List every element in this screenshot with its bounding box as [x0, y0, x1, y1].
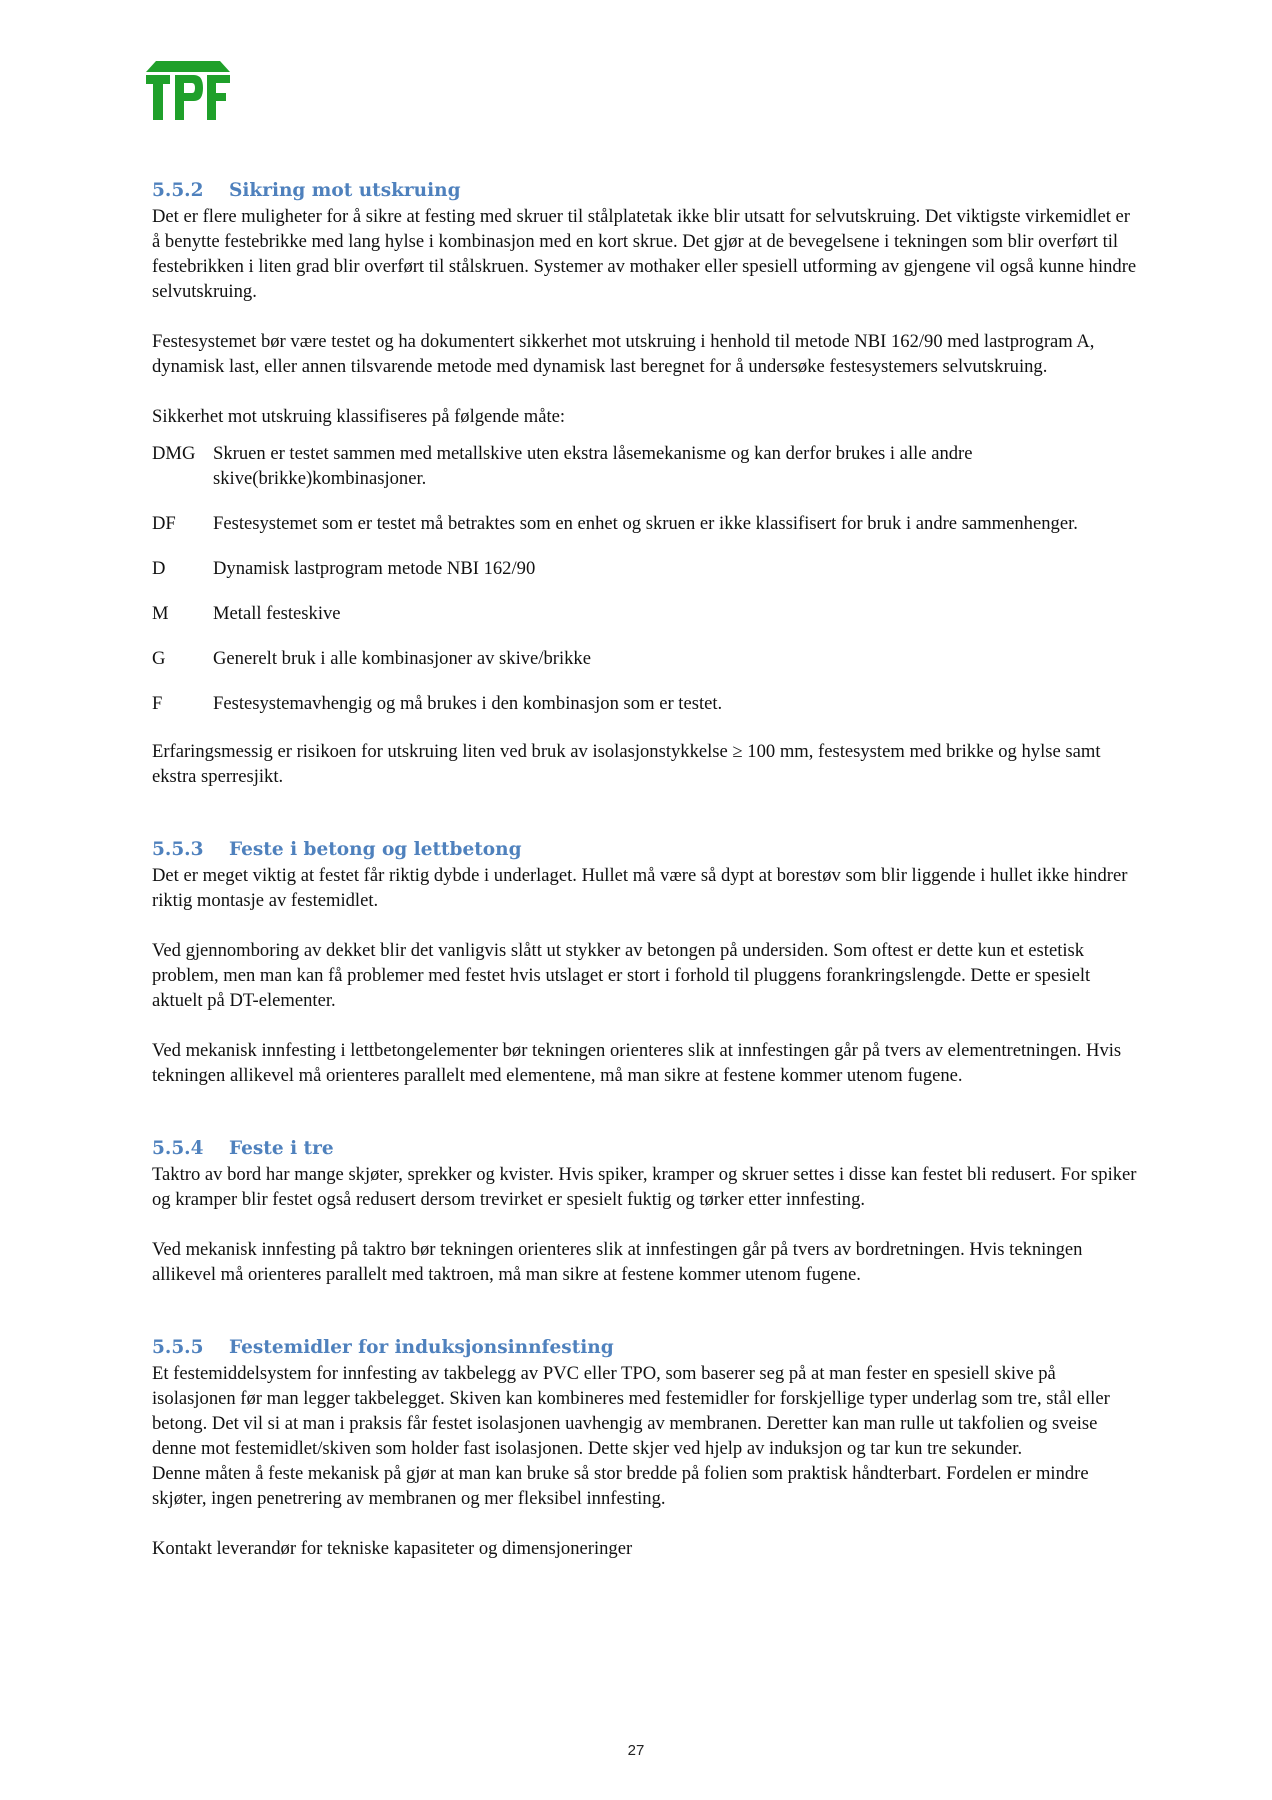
paragraph: Festesystemet bør være testet og ha dokumentert sikkerhet mot utskruing i henhold til metode NBI 162/90 med lastprogram A, dynamisk last, eller annen tilsvarende metode med dynamisk last beregnet for å undersøke festesystemers selvutskruing.: [152, 331, 1095, 377]
classification-text: Festesystemavhengig og må brukes i den kombinasjon som er testet.: [213, 693, 723, 714]
paragraph: Kontakt leverandør for tekniske kapasiteter og dimensjoneringer: [152, 1538, 633, 1559]
classification-text: Festesystemet som er testet må betraktes som en enhet og skruen er ikke klassifisert for bruk i andre sammenhenger.: [213, 513, 1078, 534]
paragraph: Det er meget viktig at festet får riktig dybde i underlaget. Hullet må være så dypt at borestøv som blir liggende i hullet ikke hindrer riktig montasje av festemidlet.: [152, 865, 1128, 911]
paragraph: Det er flere muligheter for å sikre at festing med skruer til stålplatetak ikke blir utsatt for selvutskruing. Det viktigste virkemidlet er å benytte festebrikke med lang hylse i kombinasjon med en kort skrue. Det gjør at de bevegelsene i tekningen som blir overført til festebrikken i liten grad blir overført til stålskruen. Systemer av mothaker eller spesiell utforming av gjengene vil også kunne hindre selvutskruing.: [152, 206, 1137, 302]
classification-row: [152, 556, 1137, 581]
section-number: 5.5.2: [152, 180, 204, 201]
section-title: Feste i tre: [229, 1138, 334, 1159]
paragraph: Erfaringsmessig er risikoen for utskruing liten ved bruk av isolasjonstykkelse ≥ 100 mm, festesystem med brikke og hylse samt ekstra sperresjikt.: [152, 741, 1101, 787]
classification-text: Dynamisk lastprogram metode NBI 162/90: [213, 558, 536, 579]
classification-row: [152, 441, 1137, 491]
classification-row: [152, 511, 1137, 536]
paragraph: Et festemiddelsystem for innfesting av takbelegg av PVC eller TPO, som baserer seg på at man fester en spesiell skive på isolasjonen før man legger takbelegget. Skiven kan kombineres med festemidler for forskjellige typer underlag som tre, stål eller betong. Det vil si at man i praksis får festet isolasjonen uavhengig av membranen. Deretter kan man rulle ut takfolien og sveise denne mot festemidlet/skiven som holder fast isolasjonen. Dette skjer ved hjelp av induksjon og tar kun tre sekunder.: [152, 1363, 1110, 1459]
section-title: Festemidler for induksjonsinnfesting: [229, 1337, 614, 1358]
section-heading-5-5-5: [152, 1335, 1137, 1361]
paragraph: Taktro av bord har mange skjøter, sprekker og kvister. Hvis spiker, kramper og skruer settes i disse kan festet bli redusert. For spiker og kramper blir festet også redusert dersom trevirket er spesielt fuktig og tørker etter innfesting.: [152, 1164, 1137, 1210]
classification-code: DF: [152, 513, 176, 534]
classification-text: Skruen er testet sammen med metallskive uten ekstra låsemekanisme og kan derfor brukes i alle andre skive(brikke)kombinasjoner.: [213, 443, 973, 489]
classification-text: Metall festeskive: [213, 603, 341, 624]
paragraph: Ved gjennomboring av dekket blir det vanligvis slått ut stykker av betongen på undersiden. Som oftest er dette kun et estetisk problem, men man kan få problemer med festet hvis utslaget er stort i forhold til pluggens forankringslengde. Dette er spesielt aktuelt på DT-elementer.: [152, 940, 1091, 1011]
paragraph: Ved mekanisk innfesting i lettbetongelementer bør tekningen orienteres slik at innfestingen går på tvers av elementretningen. Hvis tekningen allikevel må orienteres parallelt med elementene, må man sikre at festene kommer utenom fugene.: [152, 1040, 1122, 1086]
page-content: [152, 178, 1137, 1561]
classification-code: DMG: [152, 443, 196, 464]
paragraph: Sikkerhet mot utskruing klassifiseres på følgende måte:: [152, 406, 566, 427]
section-number: 5.5.3: [152, 839, 204, 860]
classification-text: Generelt bruk i alle kombinasjoner av skive/brikke: [213, 648, 591, 669]
classification-row: [152, 691, 1137, 716]
section-title: Feste i betong og lettbetong: [229, 839, 522, 860]
section-heading-5-5-4: [152, 1136, 1137, 1162]
tpf-logo: [144, 60, 232, 122]
classification-row: [152, 646, 1137, 671]
classification-code: M: [152, 603, 169, 624]
paragraph: Ved mekanisk innfesting på taktro bør tekningen orienteres slik at innfestingen går på tvers av bordretningen. Hvis tekningen allikevel må orienteres parallelt med taktroen, må man sikre at festene kommer utenom fugene.: [152, 1239, 1083, 1285]
classification-code: D: [152, 558, 166, 579]
section-title: Sikring mot utskruing: [229, 180, 461, 201]
paragraph: Denne måten å feste mekanisk på gjør at man kan bruke så stor bredde på folien som praktisk håndterbart. Fordelen er mindre skjøter, ingen penetrering av membranen og mer fleksibel innfesting.: [152, 1463, 1089, 1509]
classification-code: G: [152, 648, 166, 669]
section-number: 5.5.5: [152, 1337, 204, 1358]
classification-row: [152, 601, 1137, 626]
section-heading-5-5-3: [152, 837, 1137, 863]
section-number: 5.5.4: [152, 1138, 204, 1159]
page-number: 27: [627, 1742, 645, 1759]
section-heading-5-5-2: [152, 178, 1137, 204]
classification-code: F: [152, 693, 163, 714]
